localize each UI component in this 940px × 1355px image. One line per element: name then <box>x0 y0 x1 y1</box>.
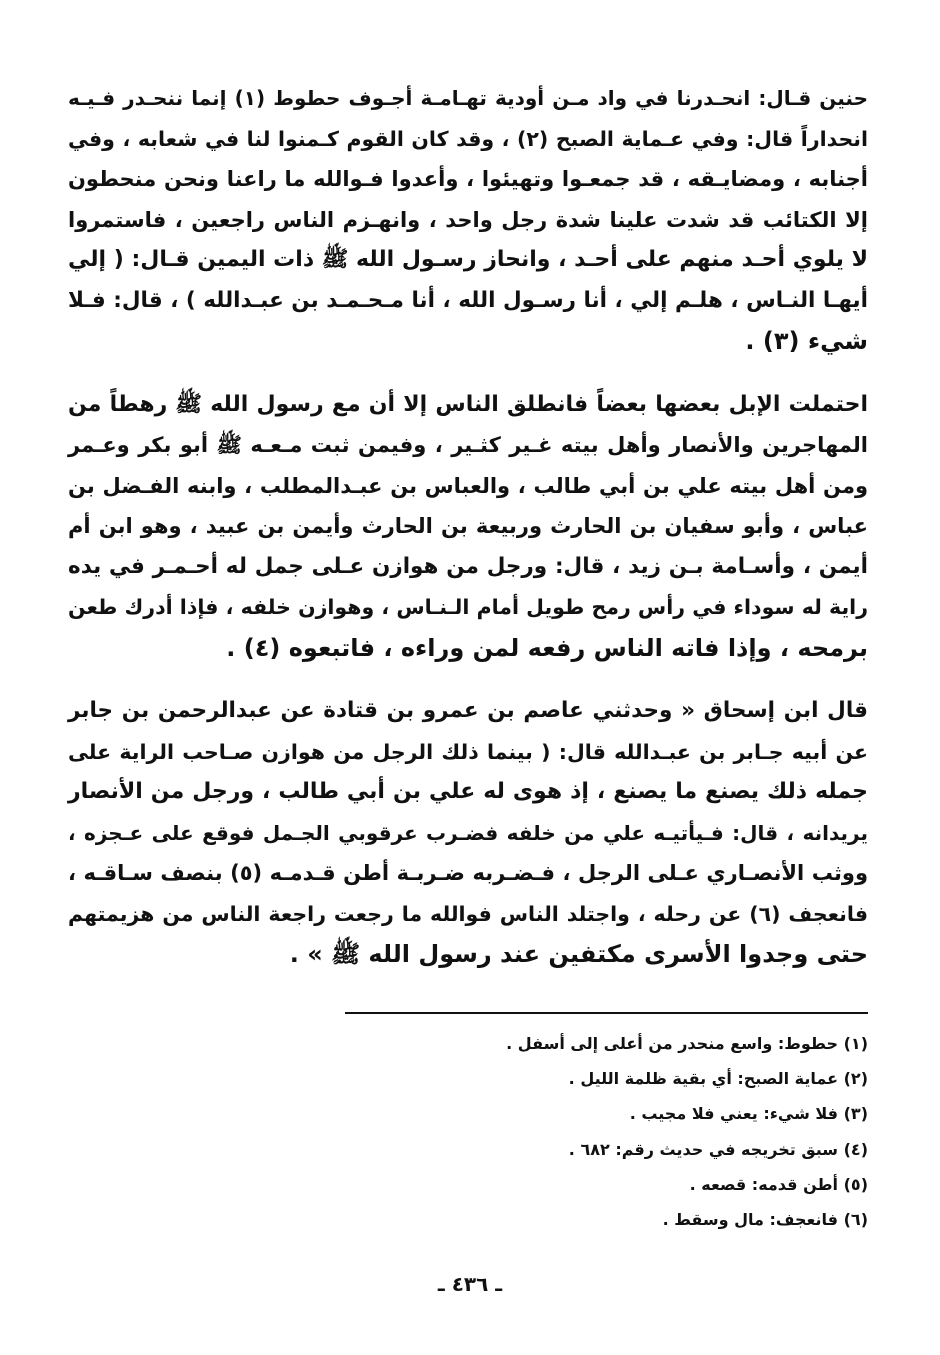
text-line: ووثب الأنصـاري عـلى الرجل ، فـضـربه ضـربـة أطن قـدمـه (٥) بنصف سـاقـه ، <box>68 861 868 885</box>
text-line: عن أبيه جـابر بن عبـدالله قال: ( بينما ذلك الرجل من هوازن صـاحب الراية على <box>68 739 868 764</box>
text-line: فانعجف (٦) عن رحله ، واجتلد الناس فوالله ما رجعت راجعة الناس من هزيمتهم <box>68 901 868 926</box>
text-line: جمله ذلك يصنع ما يصنع ، إذ هوى له علي بن أبي طالب ، ورجل من الأنصار <box>68 779 868 804</box>
paragraph-1 <box>68 78 868 362</box>
text-line: برمحه ، وإذا فاته الناس رفعه لمن وراءه ، فاتبعوه (٤) . <box>226 633 868 662</box>
footnote-3: (٣) فلا شيء: يعني فلا مجيب . <box>629 1104 868 1124</box>
text-line: حنين قـال: انحـدرنا في واد مـن أودية تهـامـة أجـوف حطوط (١) إنما ننحـدر فـيـه <box>68 86 868 110</box>
text-line: إلا الكتائب قد شدت علينا شدة رجل واحد ، وانهـزم الناس راجعين ، فاستمروا <box>68 207 868 232</box>
text-line: أيمن ، وأسـامة بـن زيد ، قال: ورجل من هوازن عـلى جمل له أحـمـر في يده <box>68 553 868 579</box>
text-line: احتملت الإبل بعضها بعضاً فانطلق الناس إلا أن مع رسول الله ﷺ رهطاً من <box>68 391 868 417</box>
text-line: راية له سوداء في رأس رمح طويل أمام الـنـاس ، وهوازن خلفه ، فإذا أدرك طعن <box>68 595 868 619</box>
footnote-divider <box>345 1012 868 1014</box>
footnote-1: (١) حطوط: واسع منحدر من أعلى إلى أسفل . <box>506 1034 868 1053</box>
footnotes <box>348 1026 868 1237</box>
main-text <box>68 78 868 975</box>
page-number: ـ ٤٣٦ ـ <box>437 1272 503 1296</box>
footnote-5: (٥) أطن قدمه: قصعه . <box>689 1174 868 1194</box>
text-line: انحداراً قال: وفي عـماية الصبح (٢) ، وقد كان القوم كـمنوا لنا في شعابه ، وفي <box>68 126 868 151</box>
paragraph-3 <box>68 691 868 975</box>
text-line: حتى وجدوا الأسرى مكتفين عند رسول الله ﷺ » . <box>289 940 868 968</box>
footnote-2: (٢) عماية الصبح: أي بقية ظلمة الليل . <box>568 1069 868 1089</box>
text-line: لا يلوي أحـد منهم على أحـد ، وانحاز رسـول الله ﷺ ذات اليمين قـال: ( إلي <box>68 247 868 272</box>
text-line: عباس ، وأبو سفيان بن الحارث وربيعة بن الحارث وأيمن بن عبيد ، وهو ابن أم <box>68 514 868 538</box>
text-line: المهاجرين والأنصار وأهل بيته غـير كثـير ، وفيمن ثبت مـعـه ﷺ أبو بكر وعـمر <box>68 433 868 457</box>
text-line: شيء (٣) . <box>745 327 868 355</box>
text-line: أيهـا النـاس ، هلـم إلي ، أنا رسـول الله ، أنا مـحـمـد بن عبـدالله ) ، قال: فـلا <box>68 287 868 313</box>
text-line: قال ابن إسحاق « وحدثني عاصم بن عمرو بن قتادة عن عبدالرحمن بن جابر <box>68 698 868 723</box>
paragraph-2 <box>68 385 868 669</box>
text-line: ومن أهل بيته علي بن أبي طالب ، والعباس بن عبـدالمطلب ، وابنه الفـضل بن <box>68 473 868 498</box>
text-line: يريدانه ، قال: فـيأتيـه علي من خلفه فضـرب عرقوبي الجـمل فوقع على عـجزه ، <box>68 820 868 845</box>
footnote-6: (٦) فانعجف: مال وسقط . <box>662 1210 868 1230</box>
text-line: أجنابه ، ومضايـقه ، قد جمعـوا وتهيئوا ، وأعدوا فـوالله ما راعنا ونحن منحطون <box>68 167 868 191</box>
footnote-4: (٤) سبق تخريجه في حديث رقم: ٦٨٢ . <box>568 1139 868 1159</box>
